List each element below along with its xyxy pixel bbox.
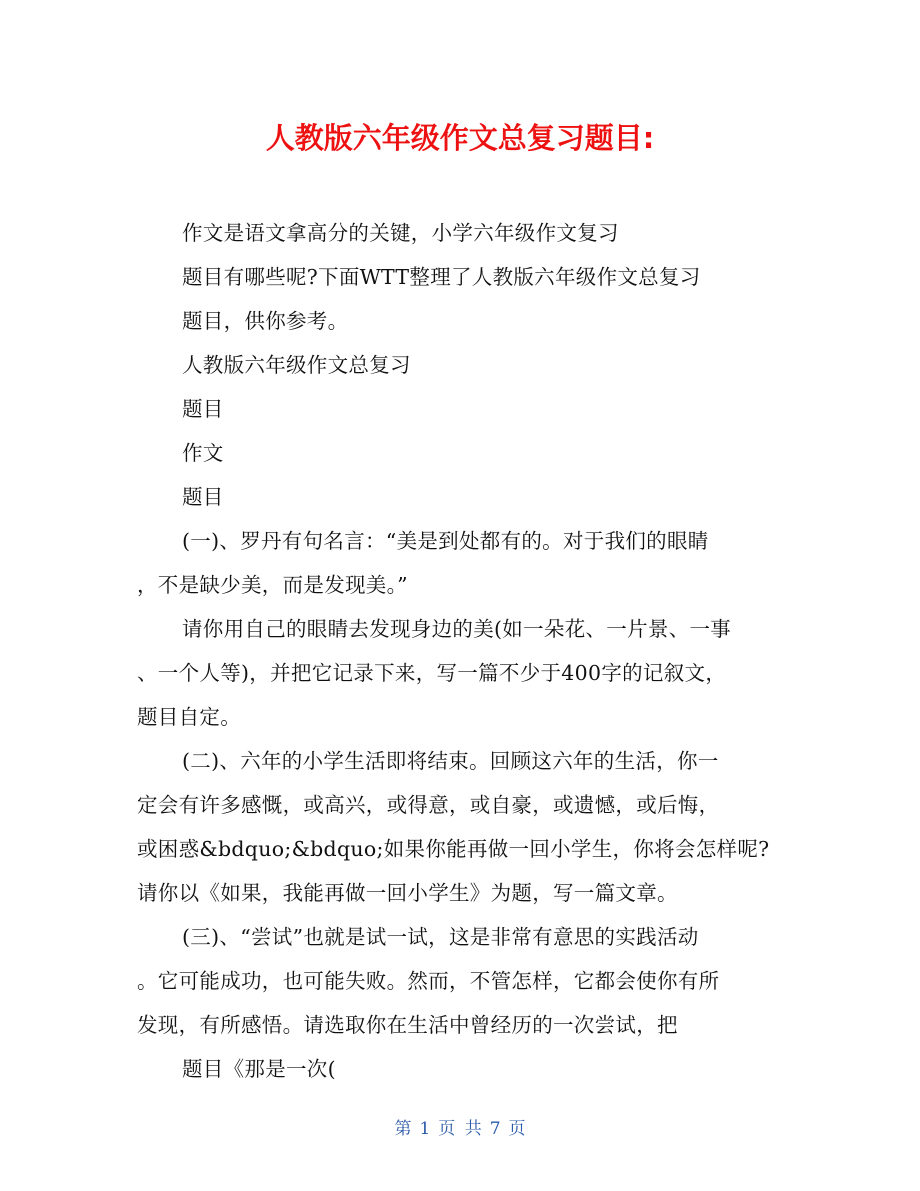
paragraph-line: 作文是语文拿高分的关键，小学六年级作文复习 [182, 221, 619, 245]
paragraph-line: 题目，供你参考。 [182, 309, 349, 333]
paragraph-line: 请你用自己的眼睛去发现身边的美(如一朵花、一片景、一事 [182, 617, 732, 641]
paragraph-line: 发现，有所感悟。请选取你在生活中曾经历的一次尝试，把 [137, 1013, 678, 1037]
paragraph-line: 题目自定。 [137, 705, 241, 729]
paragraph-line: (三)、“尝试”也就是试一试，这是非常有意思的实践活动 [182, 925, 699, 949]
document-title: 人教版六年级作文总复习题目: [265, 121, 655, 155]
paragraph-line: 题目 [182, 397, 224, 421]
paragraph-line: 题目 [182, 485, 224, 509]
current-page-number: 1 [419, 1119, 431, 1139]
page-footer [0, 1114, 920, 1139]
total-pages: 7 [489, 1119, 501, 1139]
footer-prefix: 第 [394, 1119, 412, 1139]
footer-middle: 页 共 [438, 1119, 482, 1139]
paragraph-line: 作文 [182, 441, 224, 465]
paragraph-line: 定会有许多感慨，或高兴，或得意，或自豪，或遗憾，或后悔， [137, 793, 720, 817]
paragraph-line: ，不是缺少美，而是发现美。” [137, 573, 408, 597]
paragraph-line: 题目有哪些呢?下面WTT整理了人教版六年级作文总复习 [182, 265, 701, 289]
paragraph-line: (二)、六年的小学生活即将结束。回顾这六年的生活，你一 [182, 749, 719, 773]
paragraph-line: 请你以《如果，我能再做一回小学生》为题，写一篇文章。 [137, 881, 678, 905]
paragraph-line: 题目《那是一次( [182, 1057, 336, 1081]
paragraph-line: 。它可能成功，也可能失败。然而，不管怎样，它都会使你有所 [137, 969, 720, 993]
paragraph-line: 人教版六年级作文总复习 [182, 353, 411, 377]
paragraph-line: 或困惑&bdquo;&bdquo;如果你能再做一回小学生，你将会怎样呢? [137, 837, 770, 861]
paragraph-line: (一)、罗丹有句名言：“美是到处都有的。对于我们的眼睛 [182, 529, 709, 553]
paragraph-line: 、一个人等)，并把它记录下来，写一篇不少于400字的记叙文， [137, 661, 727, 685]
footer-suffix: 页 [508, 1119, 526, 1139]
